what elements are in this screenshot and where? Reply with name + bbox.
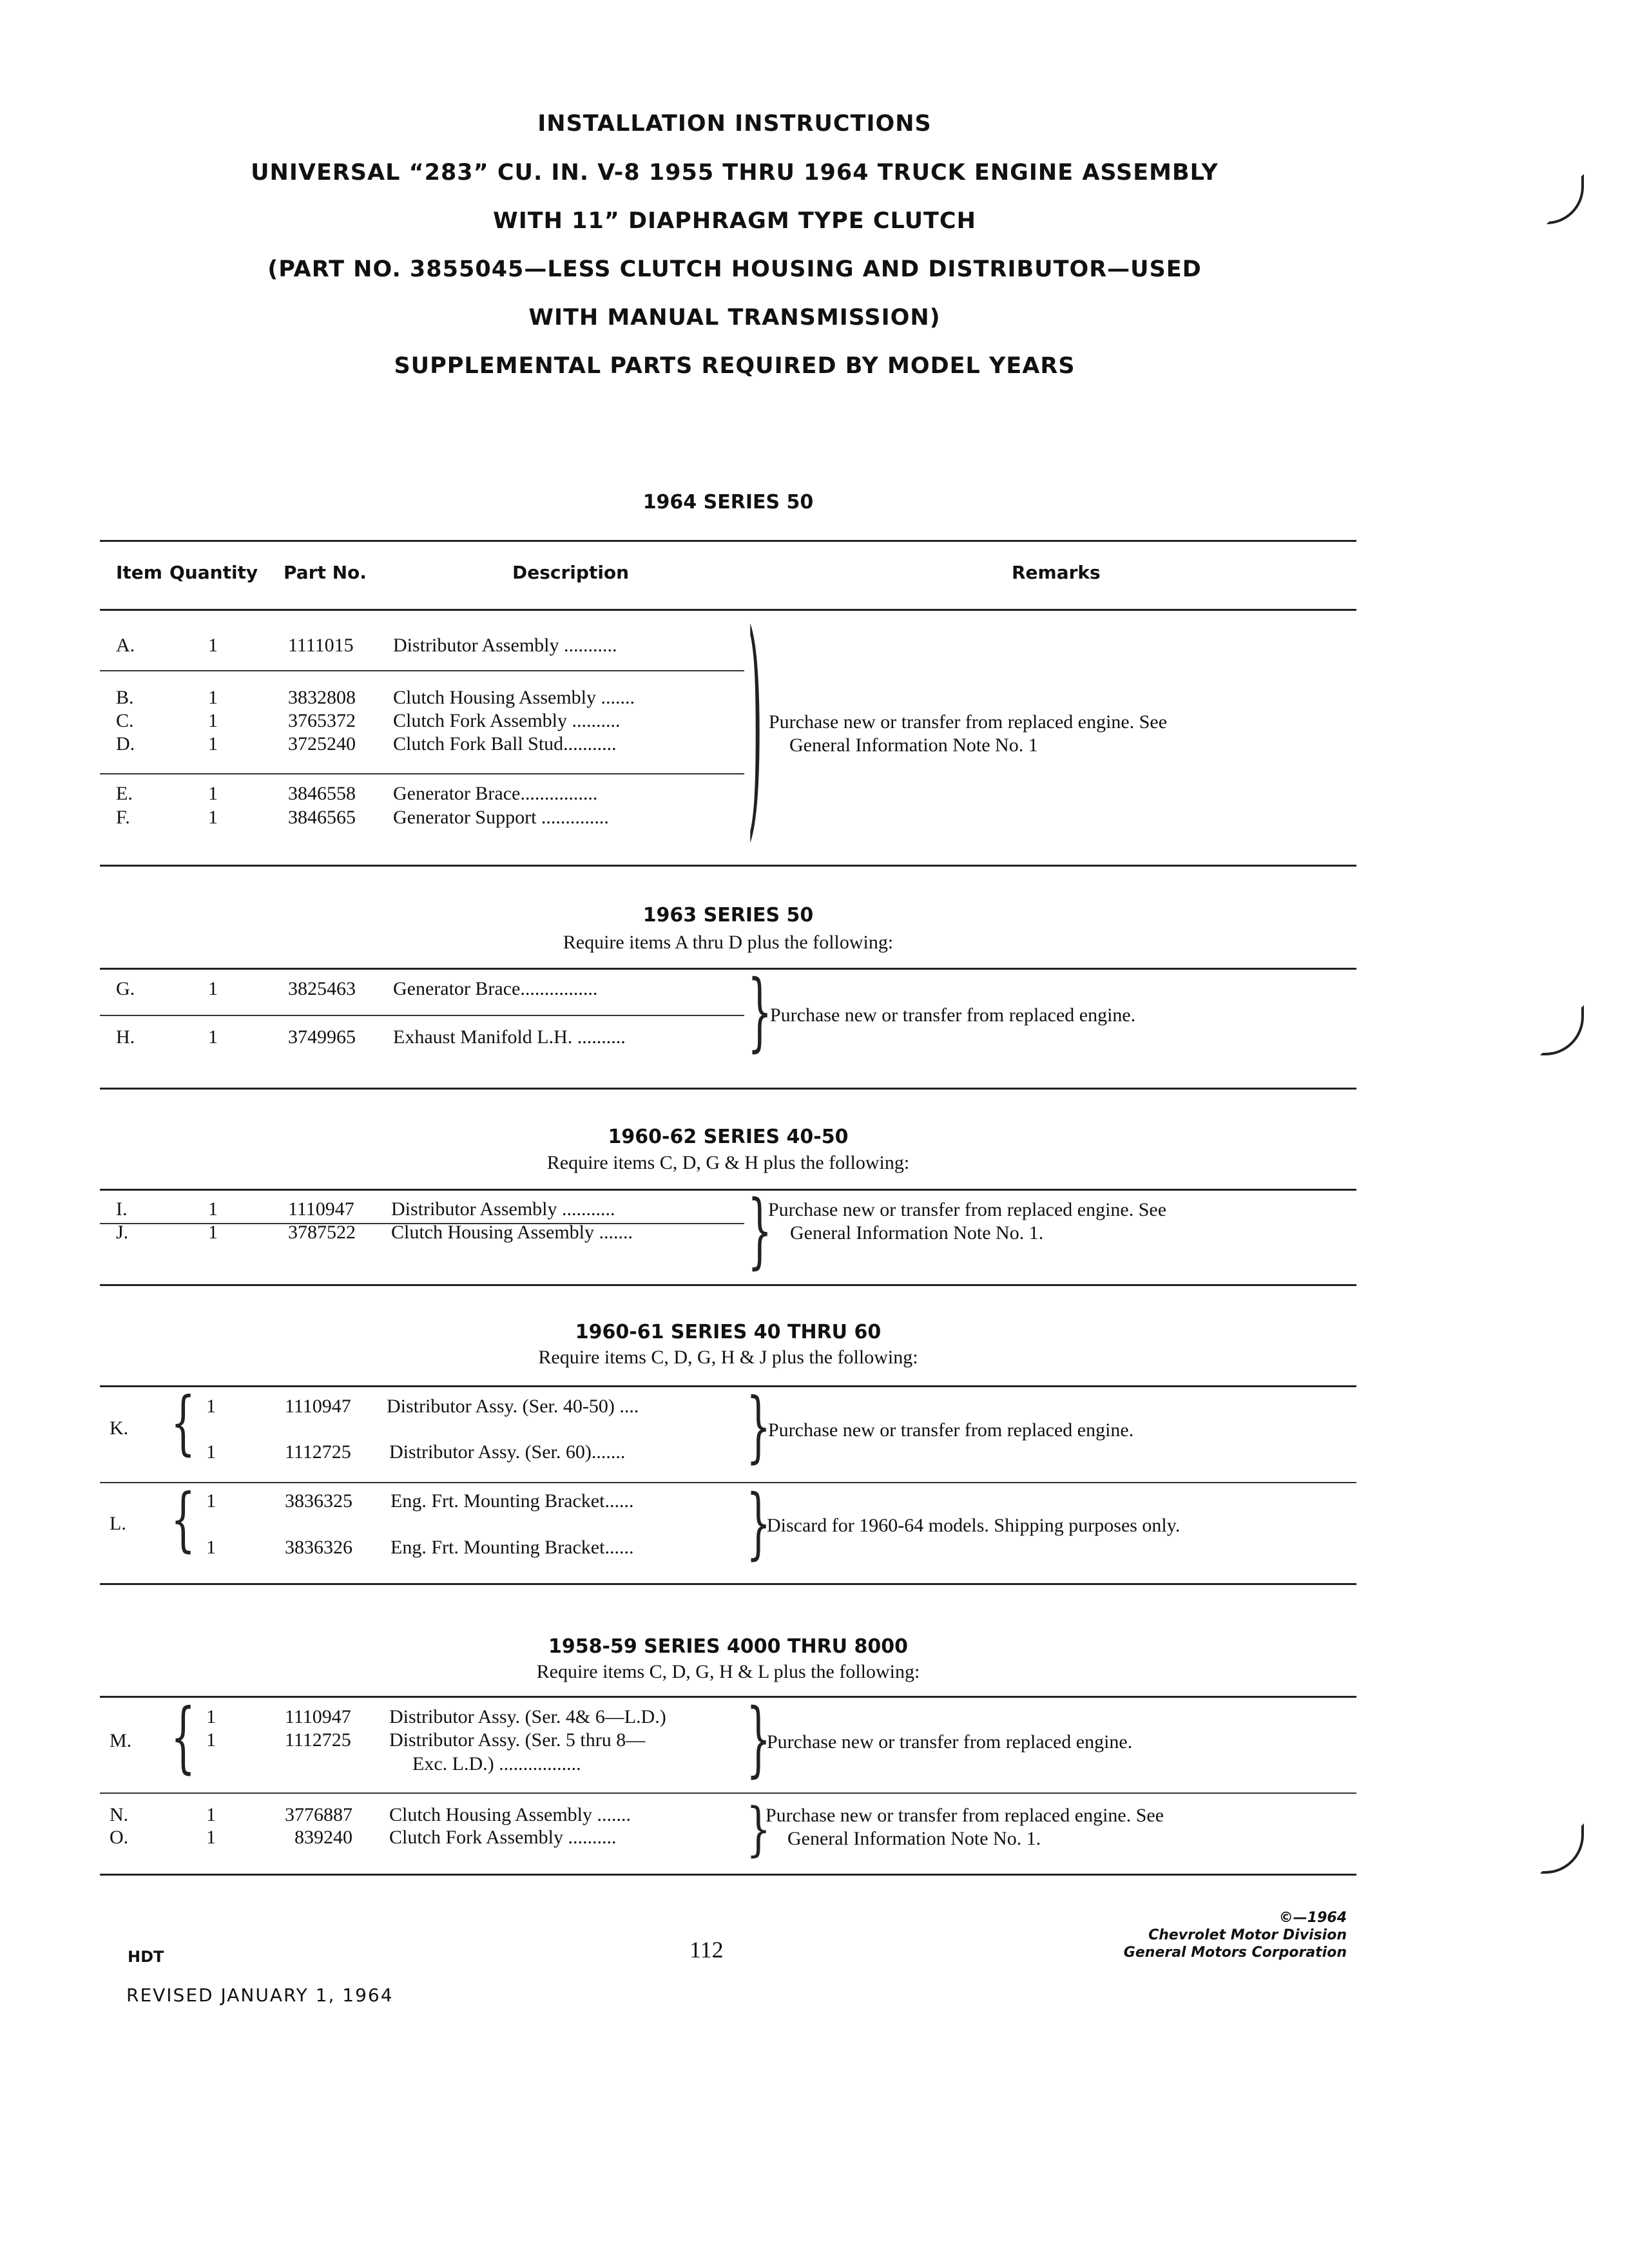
quantity: 1 bbox=[208, 1198, 218, 1220]
page-number: 112 bbox=[689, 1937, 724, 1963]
part-number: 3836326 bbox=[285, 1537, 352, 1558]
quantity: 1 bbox=[208, 710, 218, 731]
remarks bbox=[769, 711, 1167, 757]
description: Clutch Housing Assembly ....... bbox=[393, 687, 635, 708]
description: Distributor Assy. (Ser. 5 thru 8— bbox=[389, 1729, 646, 1751]
section-subtitle: Require items C, D, G, H & J plus the following: bbox=[538, 1347, 918, 1368]
section-subtitle: Require items C, D, G & H plus the following: bbox=[546, 1152, 910, 1173]
section-title: 1964 SERIES 50 bbox=[642, 491, 814, 514]
publisher-block bbox=[1070, 1909, 1347, 1961]
remarks bbox=[767, 1514, 1180, 1537]
description: Eng. Frt. Mounting Bracket...... bbox=[390, 1490, 634, 1512]
part-number: 3836325 bbox=[285, 1490, 352, 1512]
footer-code: HDT bbox=[128, 1948, 164, 1966]
quantity: 1 bbox=[206, 1804, 216, 1825]
doc-title-line-3: WITH 11” DIAPHRAGM TYPE CLUTCH bbox=[493, 208, 976, 234]
remarks bbox=[768, 1419, 1133, 1442]
remarks-line: General Information Note No. 1. bbox=[787, 1828, 1041, 1849]
table-rule bbox=[100, 968, 1356, 970]
part-number: 3765372 bbox=[288, 710, 356, 731]
part-number: 3787522 bbox=[288, 1222, 356, 1243]
item-letter: M. bbox=[110, 1730, 132, 1751]
remarks-line: General Information Note No. 1. bbox=[790, 1222, 1044, 1244]
row-divider bbox=[100, 773, 744, 774]
column-header-description: Description bbox=[512, 562, 630, 583]
doc-title-line-2: UNIVERSAL “283” CU. IN. V-8 1955 THRU 1964 TRUCK ENGINE ASSEMBLY bbox=[251, 160, 1219, 186]
quantity: 1 bbox=[208, 1026, 218, 1048]
remarks-line: Discard for 1960-64 models. Shipping purposes only. bbox=[767, 1515, 1181, 1536]
part-number: 1111015 bbox=[288, 635, 354, 656]
section-subtitle: Require items C, D, G, H & L plus the following: bbox=[536, 1661, 920, 1682]
item-letter: F. bbox=[116, 807, 130, 828]
column-header-item: Item bbox=[116, 562, 162, 583]
description: Distributor Assy. (Ser. 40-50) .... bbox=[387, 1396, 639, 1417]
table-rule bbox=[100, 1385, 1356, 1387]
description: Generator Brace................ bbox=[393, 978, 598, 999]
item-letter: J. bbox=[116, 1222, 129, 1243]
part-number: 3846565 bbox=[288, 807, 356, 828]
part-number: 3825463 bbox=[288, 978, 356, 999]
item-letter: A. bbox=[116, 635, 135, 656]
quantity: 1 bbox=[208, 733, 218, 754]
copyright: ©—1964 bbox=[1278, 1910, 1347, 1926]
part-number: 3832808 bbox=[288, 687, 356, 708]
quantity: 1 bbox=[206, 1537, 216, 1558]
quantity: 1 bbox=[208, 1222, 218, 1243]
description: Distributor Assembly ........... bbox=[393, 635, 617, 656]
section-title: 1960-62 SERIES 40-50 bbox=[608, 1126, 849, 1148]
item-letter: H. bbox=[116, 1026, 135, 1048]
remarks bbox=[768, 1198, 1166, 1245]
table-rule bbox=[100, 1088, 1356, 1090]
binding-mark bbox=[1540, 1005, 1584, 1055]
quantity: 1 bbox=[208, 807, 218, 828]
grouping-brace: } bbox=[746, 1382, 771, 1472]
part-number: 1112725 bbox=[285, 1729, 351, 1751]
quantity: 1 bbox=[206, 1827, 216, 1848]
table-rule bbox=[100, 865, 1356, 867]
description: Generator Brace................ bbox=[393, 783, 598, 804]
part-number: 3776887 bbox=[285, 1804, 352, 1825]
section-title: 1958-59 SERIES 4000 THRU 8000 bbox=[548, 1635, 908, 1658]
quantity: 1 bbox=[208, 687, 218, 708]
description: Clutch Fork Assembly .......... bbox=[393, 710, 621, 731]
doc-title-line-5: WITH MANUAL TRANSMISSION) bbox=[528, 305, 941, 331]
remarks bbox=[770, 1004, 1135, 1027]
quantity: 1 bbox=[206, 1490, 216, 1512]
row-divider bbox=[100, 670, 744, 671]
description: Distributor Assy. (Ser. 4& 6—L.D.) bbox=[389, 1706, 666, 1727]
description: Eng. Frt. Mounting Bracket...... bbox=[390, 1537, 634, 1558]
column-header-remarks: Remarks bbox=[1012, 562, 1101, 583]
quantity: 1 bbox=[208, 783, 218, 804]
item-letter: L. bbox=[110, 1513, 126, 1534]
remarks bbox=[767, 1731, 1132, 1754]
doc-title: INSTALLATION INSTRUCTIONS bbox=[537, 111, 932, 137]
description-continuation: Exc. L.D.) ................. bbox=[412, 1753, 581, 1774]
left-brace: { bbox=[171, 1693, 196, 1783]
binding-mark bbox=[1540, 1823, 1584, 1874]
remarks-line: Purchase new or transfer from replaced engine. See bbox=[769, 711, 1168, 733]
remarks-line: Purchase new or transfer from replaced engine. See bbox=[766, 1805, 1164, 1826]
description: Generator Support .............. bbox=[393, 807, 609, 828]
doc-title-line-6: SUPPLEMENTAL PARTS REQUIRED BY MODEL YEARS bbox=[394, 353, 1075, 379]
grouping-brace: } bbox=[746, 1692, 771, 1787]
binding-mark bbox=[1547, 174, 1584, 224]
item-letter: D. bbox=[116, 733, 135, 754]
quantity: 1 bbox=[208, 635, 218, 656]
column-header-part-no: Part No. bbox=[284, 562, 367, 583]
table-rule bbox=[100, 1189, 1356, 1191]
remarks-line: Purchase new or transfer from replaced engine. bbox=[767, 1731, 1133, 1753]
item-letter: G. bbox=[116, 978, 135, 999]
remarks bbox=[766, 1804, 1164, 1850]
description: Distributor Assy. (Ser. 60)....... bbox=[389, 1441, 626, 1463]
item-letter: E. bbox=[116, 783, 133, 804]
quantity: 1 bbox=[206, 1706, 216, 1727]
description: Clutch Housing Assembly ....... bbox=[391, 1222, 633, 1243]
table-rule bbox=[100, 540, 1356, 542]
section-title: 1960-61 SERIES 40 THRU 60 bbox=[575, 1321, 882, 1343]
table-rule bbox=[100, 1696, 1356, 1698]
quantity: 1 bbox=[206, 1441, 216, 1463]
grouping-brace: } bbox=[746, 1479, 771, 1569]
grouping-brace: } bbox=[746, 1796, 771, 1864]
part-number: 3749965 bbox=[288, 1026, 356, 1048]
item-letter: I. bbox=[116, 1198, 128, 1220]
remarks-line: Purchase new or transfer from replaced engine. bbox=[768, 1419, 1134, 1441]
item-letter: K. bbox=[110, 1418, 129, 1439]
part-number: 3846558 bbox=[288, 783, 356, 804]
table-rule bbox=[100, 609, 1356, 611]
table-rule bbox=[100, 1284, 1356, 1286]
part-number: 3725240 bbox=[288, 733, 356, 754]
quantity: 1 bbox=[208, 978, 218, 999]
part-number: 1110947 bbox=[288, 1198, 354, 1220]
section-subtitle: Require items A thru D plus the following: bbox=[563, 932, 894, 953]
left-brace: { bbox=[171, 1479, 196, 1561]
description: Exhaust Manifold L.H. .......... bbox=[393, 1026, 626, 1048]
grouping-brace: } bbox=[747, 1184, 773, 1279]
remarks-line: General Information Note No. 1 bbox=[789, 735, 1038, 756]
quantity: 1 bbox=[206, 1396, 216, 1417]
revised-date: REVISED JANUARY 1, 1964 bbox=[126, 1984, 394, 2006]
column-header-quantity: Quantity bbox=[169, 562, 258, 583]
grouping-brace: } bbox=[747, 963, 773, 1062]
row-divider bbox=[100, 1482, 1356, 1483]
row-divider bbox=[100, 1792, 1356, 1794]
publisher-division: Chevrolet Motor Division bbox=[1148, 1927, 1347, 1943]
item-letter: O. bbox=[110, 1827, 129, 1848]
item-letter: N. bbox=[110, 1804, 129, 1825]
remarks-line: Purchase new or transfer from replaced engine. See bbox=[768, 1199, 1167, 1220]
part-number: 1110947 bbox=[285, 1706, 351, 1727]
row-divider bbox=[100, 1015, 744, 1016]
table-rule bbox=[100, 1874, 1356, 1876]
description: Clutch Fork Assembly .......... bbox=[389, 1827, 617, 1848]
part-number: 1112725 bbox=[285, 1441, 351, 1463]
description: Distributor Assembly ........... bbox=[391, 1198, 615, 1220]
left-brace: { bbox=[171, 1383, 196, 1464]
quantity: 1 bbox=[206, 1729, 216, 1751]
item-letter: C. bbox=[116, 710, 134, 731]
item-letter: B. bbox=[116, 687, 134, 708]
remarks-line: Purchase new or transfer from replaced engine. bbox=[770, 1004, 1136, 1026]
description: Clutch Fork Ball Stud........... bbox=[393, 733, 617, 754]
section-title: 1963 SERIES 50 bbox=[642, 904, 814, 927]
part-number: 1110947 bbox=[285, 1396, 351, 1417]
publisher-corporation: General Motors Corporation bbox=[1123, 1945, 1347, 1961]
doc-title-line-4: (PART NO. 3855045—LESS CLUTCH HOUSING AND DISTRIBUTOR—USED bbox=[267, 256, 1202, 282]
description: Clutch Housing Assembly ....... bbox=[389, 1804, 631, 1825]
grouping-brace: ) bbox=[747, 586, 763, 865]
table-rule bbox=[100, 1583, 1356, 1585]
part-number: 839240 bbox=[294, 1827, 352, 1848]
